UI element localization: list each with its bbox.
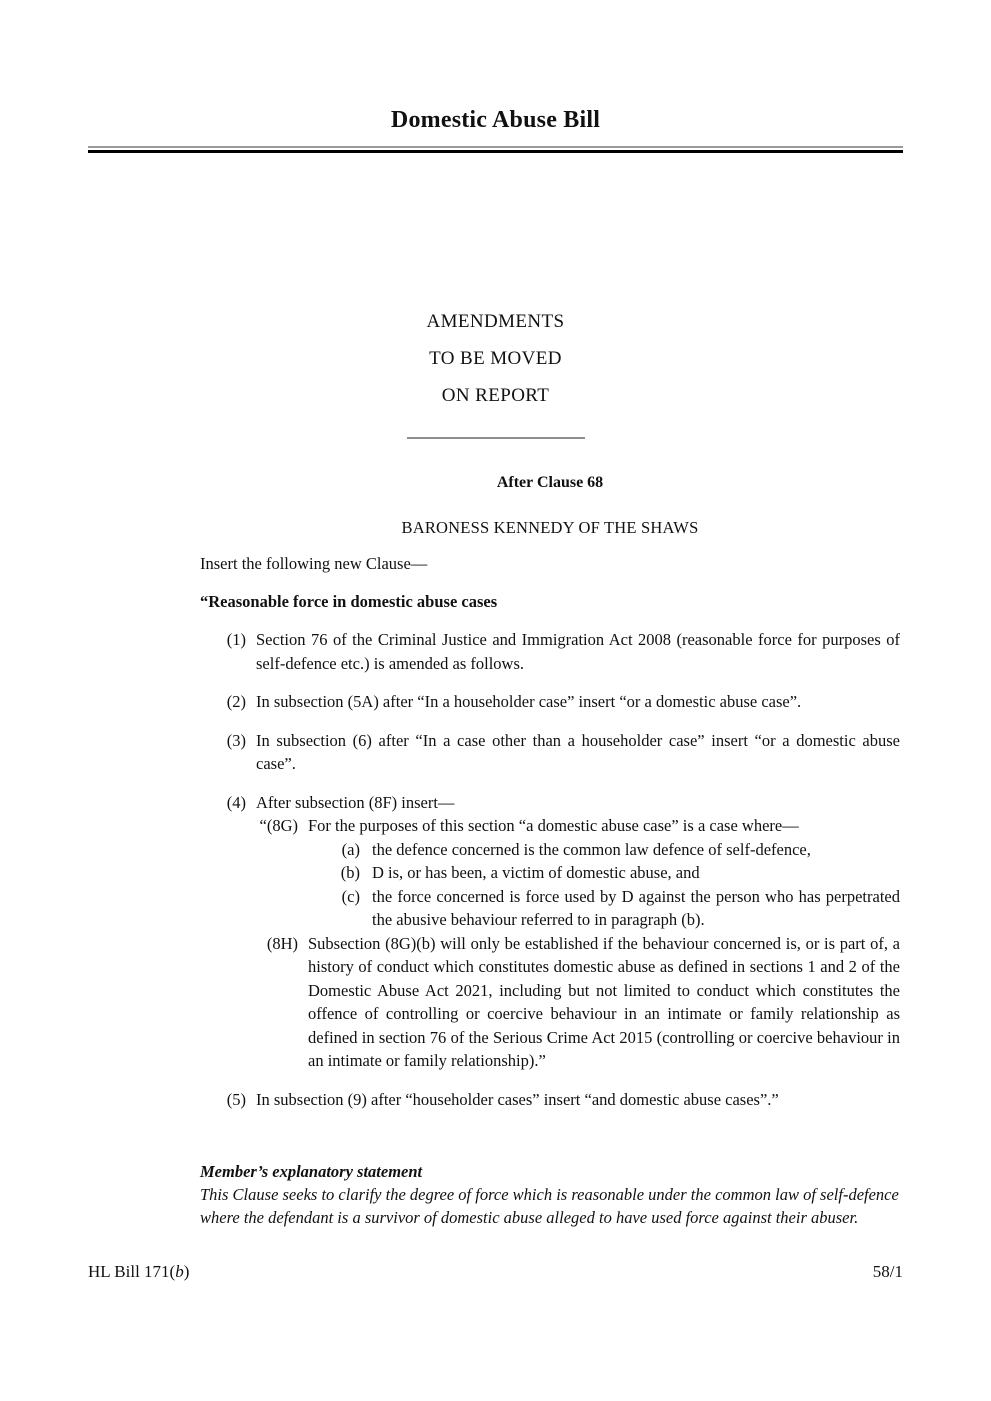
- inserted-paragraph-label: (b): [340, 863, 360, 882]
- explanatory-statement-body: This Clause seeks to clarify the degree of force which is reasonable under the common law of self-defence where the defendant is a survivor of domestic abuse alleged to have used force against their abuser.: [200, 1185, 899, 1227]
- provision-item: [200, 729, 900, 776]
- banner-line-1: AMENDMENTS: [426, 311, 565, 332]
- inserted-paragraph-text: D is, or has been, a victim of domestic abuse, and: [372, 863, 700, 882]
- amendments-banner: [88, 303, 903, 439]
- inserted-subsection-text: Subsection (8G)(b) will only be established if the behaviour concerned is, or is part of, a history of conduct which constitutes domestic abuse as defined in sections 1 and 2 of the Domestic Abuse Act 2021, including but not limited to conduct which constitutes the offence of controlling or coercive behaviour in an intimate or family relationship as defined in section 76 of the Serious Crime Act 2015 (controlling or coercive behaviour in an intimate or family relationship).”: [308, 933, 900, 1070]
- insert-instruction: Insert the following new Clause—: [200, 554, 428, 573]
- header-rule: [88, 146, 903, 153]
- page-reference: 58/1: [872, 1262, 903, 1281]
- inserted-paragraph: [200, 861, 900, 885]
- banner-divider: [407, 437, 585, 439]
- provision-item: [200, 628, 900, 675]
- provision-text: In subsection (9) after “householder cases” insert “and domestic abuse cases”.”: [256, 1089, 779, 1109]
- inserted-subsection-text: For the purposes of this section “a domestic abuse case” is a case where—: [308, 816, 799, 835]
- inserted-paragraph: [200, 838, 900, 862]
- provision-label: (3): [226, 730, 246, 750]
- provision-label: (5): [226, 1089, 246, 1109]
- provision-label: (1): [226, 630, 246, 649]
- banner-line-3: ON REPORT: [441, 385, 550, 406]
- inserted-paragraph-label: (c): [341, 886, 360, 906]
- inserted-subsection-label: (8H): [266, 933, 298, 953]
- inserted-paragraph-text: the defence concerned is the common law defence of self-defence,: [372, 839, 811, 859]
- amendment-body: [200, 474, 900, 1111]
- provision-text: In subsection (6) after “In a case other than a householder case” insert “or a domestic abuse case”.: [256, 730, 900, 773]
- explanatory-statement-title: Member’s explanatory statement: [200, 1162, 423, 1181]
- header-rule-thick: [88, 150, 903, 153]
- bill-number: [88, 1262, 189, 1282]
- page-title: Domestic Abuse Bill: [390, 107, 601, 133]
- member-name: BARONESS KENNEDY OF THE SHAWS: [401, 518, 699, 537]
- inserted-subsection-label: “(8G): [259, 816, 298, 835]
- provision-text: After subsection (8F) insert—: [256, 792, 455, 812]
- bill-number-letter: b: [175, 1262, 184, 1281]
- explanatory-statement: [200, 1162, 900, 1229]
- provision-text: In subsection (5A) after “In a householder case” insert “or a domestic abuse case”.: [256, 692, 802, 711]
- inserted-paragraph-text: the force concerned is force used by D against the person who has perpetrated the abusive behaviour referred to in paragraph (b).: [372, 886, 900, 929]
- provision-item: [200, 1088, 900, 1112]
- provision-item: [200, 690, 900, 714]
- provision-item: [200, 791, 900, 815]
- bill-number-prefix: HL Bill 171(: [88, 1262, 176, 1281]
- inserted-subsection-8h: [200, 932, 900, 1073]
- inserted-subsection-8g: [200, 814, 900, 838]
- provision-label: (2): [226, 692, 246, 711]
- provision-label: (4): [226, 792, 246, 812]
- bill-number-suffix: ): [183, 1262, 190, 1281]
- banner-line-2: TO BE MOVED: [429, 348, 562, 369]
- provision-text: Section 76 of the Criminal Justice and Immigration Act 2008 (reasonable force for purposes of self-defence etc.) is amended as follows.: [256, 630, 900, 673]
- page-footer: [88, 1262, 903, 1282]
- new-clause-title: “Reasonable force in domestic abuse cases: [200, 592, 498, 611]
- clause-heading: After Clause 68: [496, 474, 604, 491]
- inserted-paragraph: [200, 885, 900, 932]
- inserted-paragraph-label: (a): [341, 839, 360, 859]
